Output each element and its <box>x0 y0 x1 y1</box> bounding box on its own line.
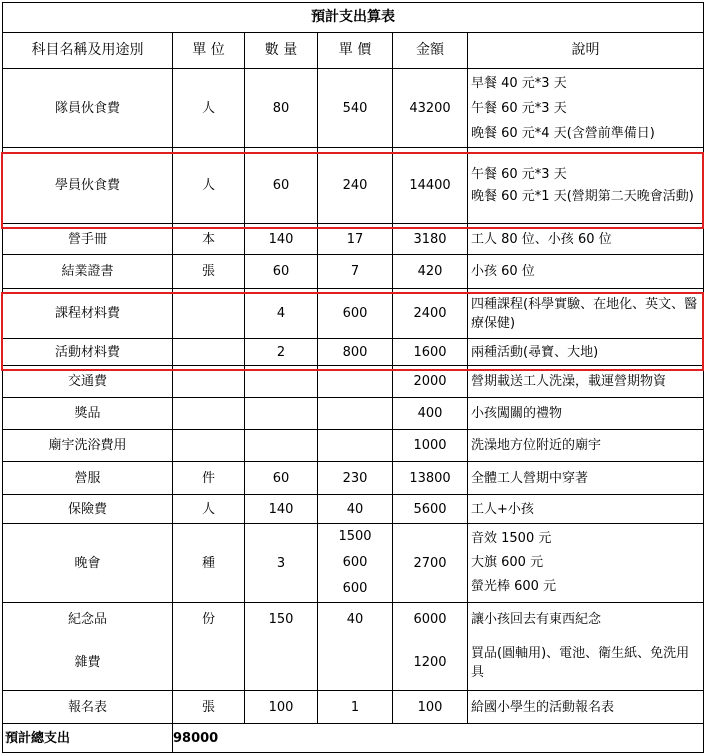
row-qty: 2 <box>245 339 318 366</box>
row-price: 17 <box>318 224 393 255</box>
row-price: 1 <box>318 691 393 724</box>
header-desc: 說明 <box>468 33 704 69</box>
row-desc: 四種課程(科學實驗、在地化、英文、醫療保健) <box>468 289 704 339</box>
row-item: 課程材料費 <box>3 289 173 339</box>
table-row <box>3 69 704 148</box>
budget-table <box>2 2 704 753</box>
row-price: 240 <box>318 148 393 224</box>
row-amount: 2700 <box>393 524 468 603</box>
table-row <box>3 255 704 289</box>
header-unit: 單 位 <box>173 33 245 69</box>
row-price: 230 <box>318 462 393 495</box>
table-row <box>3 524 704 603</box>
row-item: 廟宇洗浴費用 <box>3 430 173 462</box>
row-qty: 60 <box>245 148 318 224</box>
row-price: 600 <box>318 289 393 339</box>
row-price: 7 <box>318 255 393 289</box>
row-unit <box>173 636 245 691</box>
row-item: 交通費 <box>3 366 173 398</box>
row-amount: 3180 <box>393 224 468 255</box>
table-row <box>3 603 704 636</box>
row-unit: 張 <box>173 255 245 289</box>
desc-line: 大旗 600 元 <box>471 555 544 570</box>
desc-line: 音效 1500 元 <box>471 531 552 546</box>
row-desc: 全體工人營期中穿著 <box>468 462 704 495</box>
row-desc <box>468 148 704 224</box>
row-desc: 讓小孩回去有東西紀念 <box>468 603 704 636</box>
header-amount: 金額 <box>393 33 468 69</box>
row-item: 營服 <box>3 462 173 495</box>
row-qty: 80 <box>245 69 318 148</box>
row-unit <box>173 398 245 430</box>
row-item: 報名表 <box>3 691 173 724</box>
row-item: 活動材料費 <box>3 339 173 366</box>
row-amount: 1000 <box>393 430 468 462</box>
desc-line: 螢光棒 600 元 <box>471 579 557 594</box>
row-desc: 工人+小孩 <box>468 495 704 524</box>
row-amount: 420 <box>393 255 468 289</box>
table-title: 預計支出算表 <box>3 3 704 33</box>
desc-line: 午餐 60 元*3 天 <box>471 100 567 116</box>
row-unit <box>173 430 245 462</box>
row-unit: 本 <box>173 224 245 255</box>
row-amount: 5600 <box>393 495 468 524</box>
row-qty: 150 <box>245 603 318 636</box>
row-price: 40 <box>318 495 393 524</box>
row-price: 540 <box>318 69 393 148</box>
row-unit: 種 <box>173 524 245 603</box>
row-desc: 買品(圓軸用)、電池、衛生紙、免洗用具 <box>468 636 704 691</box>
row-qty <box>245 366 318 398</box>
table-row <box>3 495 704 524</box>
row-unit <box>173 289 245 339</box>
row-item: 保險費 <box>3 495 173 524</box>
desc-line: 晚餐 60 元*1 天(營期第二天晚會活動) <box>471 188 694 204</box>
desc-line: 晚餐 60 元*4 天(含營前準備日) <box>471 125 655 141</box>
row-amount: 2400 <box>393 289 468 339</box>
row-price <box>318 524 393 603</box>
row-amount: 1200 <box>393 636 468 691</box>
price-line: 600 <box>342 581 368 596</box>
table-row <box>3 691 704 724</box>
row-qty: 140 <box>245 495 318 524</box>
table-row <box>3 462 704 495</box>
row-amount: 43200 <box>393 69 468 148</box>
row-amount: 2000 <box>393 366 468 398</box>
row-price <box>318 636 393 691</box>
row-amount: 14400 <box>393 148 468 224</box>
row-desc: 給國小學生的活動報名表 <box>468 691 704 724</box>
row-unit: 份 <box>173 603 245 636</box>
row-desc: 兩種活動(尋寶、大地) <box>468 339 704 366</box>
row-desc: 洗澡地方位附近的廟宇 <box>468 430 704 462</box>
row-qty: 140 <box>245 224 318 255</box>
desc-line: 早餐 40 元*3 天 <box>471 75 567 91</box>
total-label: 預計總支出 <box>3 724 173 753</box>
row-desc: 營期載送工人洗澡，載運營期物資 <box>468 366 704 398</box>
total-row <box>3 724 704 753</box>
row-unit: 件 <box>173 462 245 495</box>
row-item: 學員伙食費 <box>3 148 173 224</box>
row-desc: 工人 80 位、小孩 60 位 <box>468 224 704 255</box>
row-qty: 3 <box>245 524 318 603</box>
total-value: 98000 <box>173 724 704 753</box>
row-item: 紀念品 <box>3 603 173 636</box>
row-amount: 1600 <box>393 339 468 366</box>
row-item: 隊員伙食費 <box>3 69 173 148</box>
row-item: 獎品 <box>3 398 173 430</box>
table-row <box>3 289 704 339</box>
table-row <box>3 366 704 398</box>
row-desc <box>468 69 704 148</box>
row-unit: 人 <box>173 495 245 524</box>
row-qty: 100 <box>245 691 318 724</box>
row-amount: 13800 <box>393 462 468 495</box>
row-qty: 60 <box>245 462 318 495</box>
row-amount: 6000 <box>393 603 468 636</box>
table-row <box>3 148 704 224</box>
row-item: 結業證書 <box>3 255 173 289</box>
table-row <box>3 398 704 430</box>
row-unit: 人 <box>173 69 245 148</box>
row-qty <box>245 636 318 691</box>
header-item: 科目名稱及用途別 <box>3 33 173 69</box>
price-line: 1500 <box>338 529 372 544</box>
row-qty <box>245 398 318 430</box>
header-row <box>3 33 704 69</box>
row-amount: 400 <box>393 398 468 430</box>
row-item: 晚會 <box>3 524 173 603</box>
table-row <box>3 430 704 462</box>
row-price <box>318 366 393 398</box>
row-qty: 60 <box>245 255 318 289</box>
header-price: 單 價 <box>318 33 393 69</box>
row-unit: 人 <box>173 148 245 224</box>
row-qty <box>245 430 318 462</box>
row-unit <box>173 339 245 366</box>
row-price <box>318 398 393 430</box>
header-qty: 數 量 <box>245 33 318 69</box>
row-price <box>318 430 393 462</box>
desc-line: 午餐 60 元*3 天 <box>471 166 567 182</box>
row-amount: 100 <box>393 691 468 724</box>
table-row <box>3 339 704 366</box>
row-price: 40 <box>318 603 393 636</box>
table-row <box>3 224 704 255</box>
row-desc <box>468 524 704 603</box>
row-unit: 張 <box>173 691 245 724</box>
price-line: 600 <box>342 555 368 570</box>
row-price: 800 <box>318 339 393 366</box>
row-qty: 4 <box>245 289 318 339</box>
table-row <box>3 636 704 691</box>
row-item: 營手冊 <box>3 224 173 255</box>
row-desc: 小孩 60 位 <box>468 255 704 289</box>
row-desc: 小孩闖關的禮物 <box>468 398 704 430</box>
row-item: 雜費 <box>3 636 173 691</box>
row-unit <box>173 366 245 398</box>
